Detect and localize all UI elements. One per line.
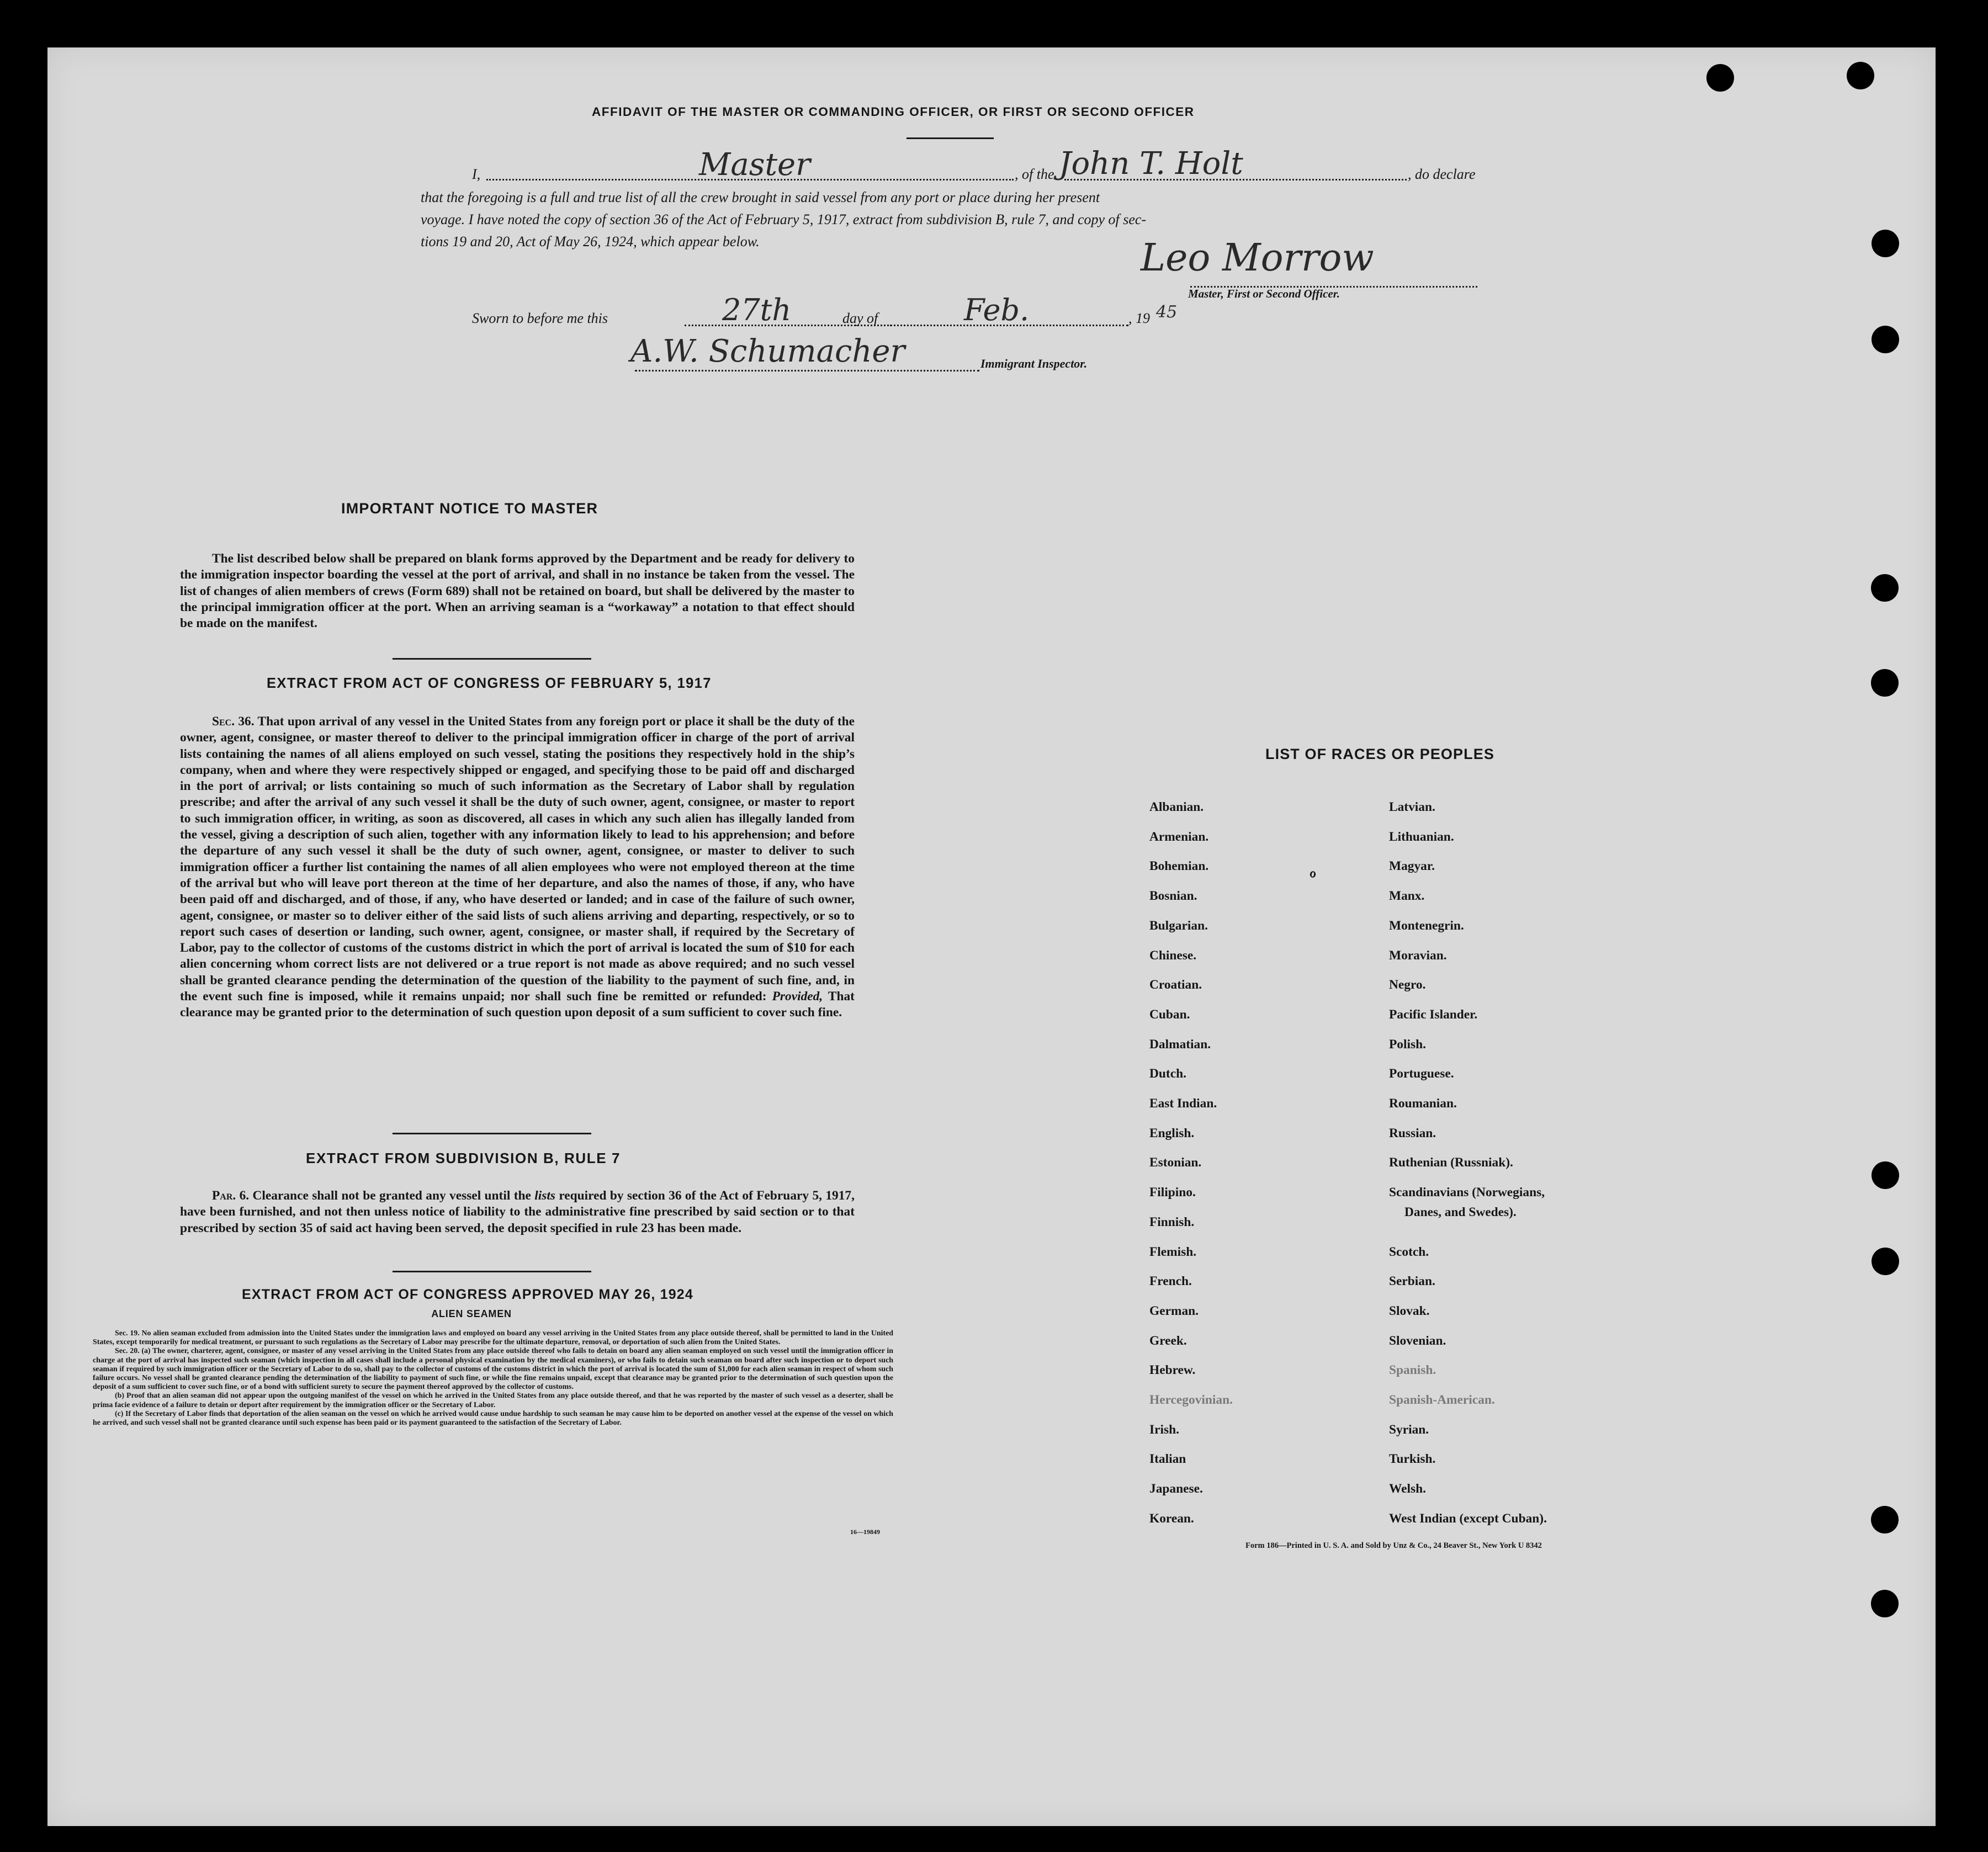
affidavit-line3: voyage. I have noted the copy of section 36 of the Act of February 5, 1917, extract from subdivision B, rule 7, and copy of sec- — [421, 211, 1147, 227]
sworn-month-handwriting: Feb. — [964, 293, 1030, 327]
race-item: Serbian. — [1389, 1274, 1435, 1289]
race-item: Pacific Islander. — [1389, 1007, 1478, 1022]
race-item: Filipino. — [1149, 1185, 1196, 1200]
race-item: German. — [1149, 1303, 1199, 1318]
extract-1917-title: EXTRACT FROM ACT OF CONGRESS OF FEBRUARY 5, 1917 — [267, 676, 712, 691]
binder-hole — [1871, 669, 1899, 697]
section-19: Sec. 19. No alien seaman excluded from admission into the United States under the immigration laws and employed on board any vessel arriving in the United States from any place outside thereof, shall be permitted to land in the United States, except temporarily for medical treatment, or pursuant to such regulations as the Secretary of Labor may prescribe for the ultimate departure, removal, or deportation of such alien from the United States. — [93, 1329, 893, 1347]
binder-hole — [1871, 574, 1899, 602]
race-item: Portuguese. — [1389, 1066, 1454, 1081]
document-page — [47, 47, 1936, 1826]
race-item: Finnish. — [1149, 1214, 1195, 1229]
race-item: Hercegovinian. — [1149, 1393, 1233, 1407]
rule7-text-a: Clearance shall not be granted any vessel until the — [252, 1188, 531, 1203]
affidavit-line1-suffix: , do declare — [1408, 166, 1476, 182]
race-item: Greek. — [1149, 1333, 1187, 1348]
race-item-continuation: Danes, and Swedes). — [1404, 1205, 1517, 1220]
race-item: West Indian (except Cuban). — [1389, 1511, 1547, 1526]
divider — [393, 1133, 591, 1134]
race-item: Slovak. — [1389, 1303, 1430, 1318]
rule7-text-b: required by section 36 of the Act of February 5, 1917, have been furnished, and not then unless notice of liability to the administrative fine prescribed by said section or to that prescribed by section 35 of said act having been served, the deposit specified in rule 23 has been made. — [180, 1188, 855, 1235]
race-item: Scotch. — [1389, 1244, 1429, 1259]
section-36-end: That clearance may be granted prior to the determination of such question upon deposit of a sum sufficient to cover such fine. — [180, 989, 855, 1020]
officer-signature: Leo Morrow — [1141, 236, 1374, 280]
divider — [393, 658, 591, 660]
race-item: Flemish. — [1149, 1244, 1197, 1259]
extract-1924-title: EXTRACT FROM ACT OF CONGRESS APPROVED MAY 26, 1924 — [242, 1287, 694, 1302]
affidavit-title: AFFIDAVIT OF THE MASTER OR COMMANDING OFFICER, OR FIRST OR SECOND OFFICER — [592, 105, 1195, 119]
race-item: Hebrew. — [1149, 1363, 1196, 1378]
race-item: Dutch. — [1149, 1066, 1186, 1081]
race-item: Negro. — [1389, 978, 1426, 993]
binder-hole — [1871, 1506, 1899, 1533]
binder-hole — [1872, 230, 1899, 257]
race-item: Estonian. — [1149, 1155, 1202, 1170]
race-item: French. — [1149, 1274, 1192, 1289]
binder-hole — [1706, 64, 1734, 92]
race-item: East Indian. — [1149, 1096, 1217, 1111]
affidavit-line1-prefix: I, — [472, 166, 481, 182]
race-item: Albanian. — [1149, 800, 1204, 814]
binder-hole — [1847, 62, 1874, 89]
lists-word: lists — [534, 1188, 555, 1203]
section-20b: (b) Proof that an alien seaman did not appear upon the outgoing manifest of the vessel on which he arrived in the United States from any place outside thereof, and that he was reported by the master of such vessel as a deserter, shall be prima facie evidence of a failure to detain or deport after requirement by the immigration officer or the Secretary of Labor. — [93, 1392, 893, 1409]
section-20a: Sec. 20. (a) The owner, charterer, agent, consignee, or master of any vessel arriving in the United States from any place outside thereof who fails to detain on board any alien seaman employed on such vessel until the immigration officer in charge at the port of arrival has inspected such seaman (which inspection in all cases shall include a personal physical examination by the medical examiners), or who fails to detain such seaman on board after such inspection or to deport such seaman if required by such immigration officer or the Secretary of Labor to do so, shall pay to the collector of customs of the customs district in which the port of arrival is located the sum of $1,000 for each alien seaman in respect of whom such failure occurs. No vessel shall be granted clearance pending the determination of the liability to payment of such fine, or while the fine remains unpaid, except that clearance may be granted prior to the determination of such question upon the deposit of a sum sufficient to cover such fine, or of a bond with sufficient surety to secure the payment thereof approved by the collector of customs. — [93, 1347, 893, 1392]
extract-rule7-title: EXTRACT FROM SUBDIVISION B, RULE 7 — [306, 1150, 621, 1166]
race-item: Cuban. — [1149, 1007, 1190, 1022]
race-item: Japanese. — [1149, 1482, 1203, 1497]
section-36-text: That upon arrival of any vessel in the United States from any foreign port or place it shall be the duty of the owner, agent, consignee, or master thereof to deliver to the principal immigration officer in charge of the port of arrival lists containing the names of all aliens employed on such vessel, stating the positions they respectively hold in the ship’s company, when and where they were respectively shipped or engaged, and specifying those to be paid off and discharged in the port of arrival; or lists containing so much of such information as the Secretary of Labor shall by regulation prescribe; and after the arrival of any such vessel it shall be the duty of such owner, agent, consignee, or master to report to such immigration officer, in writing, as soon as discovered, all cases in which any such alien has illegally landed from the vessel, giving a description of such alien, together with any information likely to lead to his apprehension; and before the departure of any such vessel it shall be the duty of such owner, agent, consignee, or master to deliver to such immigration officer a further list containing the names of all alien employees who were not employed thereon at the time of the arrival but who will leave port thereon at the time of her departure, and also the names of those, if any, who have been paid off and discharged, and of those, if any, who have deserted or landed; and in case of the failure of such owner, agent, consignee, or master so to deliver either of the said lists of such aliens arriving and departing, respectively, or so to report such cases of desertion or landing, such owner, agent, consignee, or master shall, if required by the Secretary of Labor, pay to the collector of customs of the customs district in which the port of arrival is located the sum of $10 for each alien concerning whom correct lists are not delivered or a true report is not made as above required; and no such vessel shall be granted clearance pending the determination of the question of the liability to the payment of such fine, and, in the event such fine is imposed, while it remains unpaid; nor shall such fine be remitted or refunded: — [180, 714, 855, 1004]
binder-hole — [1871, 1590, 1899, 1617]
race-item: Magyar. — [1389, 859, 1435, 874]
form-printer-note: Form 186—Printed in U. S. A. and Sold by Unz & Co., 24 Beaver St., New York U 8342 — [1245, 1541, 1542, 1550]
provided-word: Provided, — [772, 989, 823, 1004]
officer-caption: Master, First or Second Officer. — [1188, 287, 1340, 300]
binder-hole — [1872, 1248, 1899, 1275]
inspector-caption: Immigrant Inspector. — [980, 357, 1088, 370]
alien-seamen-subtitle: ALIEN SEAMEN — [431, 1308, 512, 1319]
sworn-day-handwriting: 27th — [722, 293, 792, 327]
inspector-signature-line — [635, 370, 979, 372]
race-item: Bulgarian. — [1149, 918, 1208, 933]
race-item: Croatian. — [1149, 978, 1202, 993]
divider — [906, 137, 994, 139]
notice-body: The list described below shall be prepared on blank forms approved by the Department and be ready for delivery to the immigration inspector boarding the vessel at the port of arrival, and shall in no instance be taken from the vessel. The list of changes of alien members of crews (Form 689) shall not be retained on board, but shall be delivered by the master to the principal immigration officer at the port. When an arriving seaman is a “workaway” a notation to that effect should be made on the manifest. — [180, 551, 855, 631]
section-36-label: Sec. 36. — [212, 714, 255, 729]
race-item: Welsh. — [1389, 1482, 1426, 1497]
extract-rule7-body — [180, 1188, 855, 1237]
print-code: 16—19849 — [850, 1528, 880, 1536]
race-item: Manx. — [1389, 889, 1425, 904]
race-item: Polish. — [1389, 1037, 1426, 1052]
extract-1924-body — [93, 1329, 893, 1428]
races-title: LIST OF RACES OR PEOPLES — [1265, 746, 1494, 762]
race-item: Spanish. — [1389, 1363, 1436, 1378]
race-item: Roumanian. — [1389, 1096, 1457, 1111]
race-item: Bosnian. — [1149, 889, 1197, 904]
race-item: Syrian. — [1389, 1422, 1429, 1437]
par-6-label: Par. 6. — [212, 1188, 250, 1203]
race-item: Russian. — [1389, 1126, 1436, 1140]
sworn-year-handwriting: 45 — [1156, 303, 1178, 322]
section-20c: (c) If the Secretary of Labor finds that deportation of the alien seaman on the vessel on which he arrived would cause undue hardship to such seaman he may cause him to be deported on another vessel at the expense of the vessel on which he arrived, and such vessel shall not be granted clearance until such expense has been paid or its payment guaranteed to the satisfaction of the Secretary of Labor. — [93, 1409, 893, 1428]
race-item: Ruthenian (Russniak). — [1389, 1155, 1513, 1170]
ship-name-handwriting: John T. Holt — [1059, 146, 1243, 182]
race-item: Lithuanian. — [1389, 829, 1454, 844]
race-item: Armenian. — [1149, 829, 1209, 844]
affidavit-line1-mid: , of the — [1015, 166, 1054, 182]
stray-mark: ℴ — [1310, 864, 1317, 880]
race-item: Scandinavians (Norwegians, — [1389, 1185, 1545, 1200]
divider — [393, 1271, 591, 1272]
race-item: Dalmatian. — [1149, 1037, 1211, 1052]
affidavit-line2: that the foregoing is a full and true list of all the crew brought in said vessel from any port or place during her present — [421, 189, 1100, 205]
inspector-signature: A.W. Schumacher — [630, 333, 905, 369]
extract-1917-body — [180, 714, 855, 1021]
race-item: Bohemian. — [1149, 859, 1209, 874]
race-item: Slovenian. — [1389, 1333, 1446, 1348]
race-item: Chinese. — [1149, 948, 1197, 963]
sworn-day-of: day of — [842, 310, 878, 326]
sworn-year-prefix: , 19 — [1128, 310, 1150, 326]
race-item: Turkish. — [1389, 1452, 1436, 1467]
binder-hole — [1872, 1161, 1899, 1189]
affidavit-line4: tions 19 and 20, Act of May 26, 1924, which appear below. — [421, 234, 760, 250]
race-item: Irish. — [1149, 1422, 1179, 1437]
race-item: English. — [1149, 1126, 1195, 1140]
rank-handwriting: Master — [699, 147, 810, 183]
binder-hole — [1872, 326, 1899, 353]
race-item: Latvian. — [1389, 800, 1435, 814]
sworn-prefix: Sworn to before me this — [472, 310, 608, 326]
race-item: Montenegrin. — [1389, 918, 1464, 933]
race-item: Spanish-American. — [1389, 1393, 1495, 1407]
race-item: Korean. — [1149, 1511, 1194, 1526]
notice-title: IMPORTANT NOTICE TO MASTER — [341, 500, 598, 517]
race-item: Moravian. — [1389, 948, 1447, 963]
race-item: Italian — [1149, 1452, 1186, 1467]
